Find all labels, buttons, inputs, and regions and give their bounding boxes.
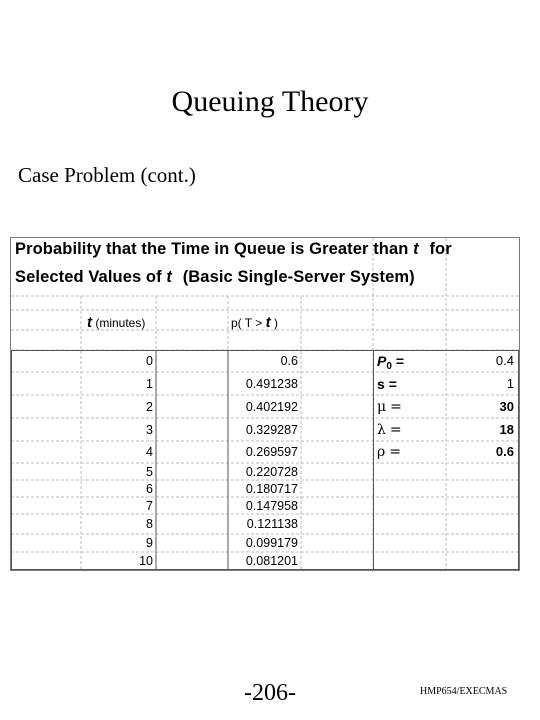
heading-line-1-text: Probability that the Time in Queue is Greater than <box>15 240 409 258</box>
column-header-probability <box>231 314 278 331</box>
cell-t-value: 3 <box>146 422 153 437</box>
parameter-symbol: ρ <box>377 444 386 460</box>
column-header-probability-label: p( T > <box>231 316 263 330</box>
cell-probability-value: 0.099179 <box>245 536 298 550</box>
column-header-t-symbol: t <box>87 314 92 331</box>
parameter-equals: = <box>388 375 397 392</box>
parameter-equals: = <box>389 421 402 438</box>
parameter-value: 0.4 <box>495 353 514 368</box>
cell-probability-value: 0.402192 <box>245 399 298 414</box>
parameter-value: 18 <box>499 421 514 437</box>
column-header-t-unit: (minutes) <box>95 316 146 330</box>
parameter-symbol: μ <box>377 398 387 415</box>
cell-probability-value: 0.6 <box>280 354 298 368</box>
page-number: -206- <box>244 680 296 706</box>
cell-t-value: 6 <box>146 481 153 496</box>
parameter-symbol: s <box>377 375 385 392</box>
parameter-label <box>377 442 401 462</box>
cell-probability-value: 0.329287 <box>245 422 298 437</box>
heading-line-2-text: Selected Values of <box>15 268 162 286</box>
cell-t-value: 5 <box>146 464 153 479</box>
slide-title: Queuing Theory <box>171 85 369 118</box>
heading-line-2-suffix: (Basic Single-Server System) <box>182 268 415 286</box>
parameter-equals: = <box>389 444 401 460</box>
cell-probability-value: 0.121138 <box>246 517 298 531</box>
slide-subtitle: Case Problem (cont.) <box>18 163 196 187</box>
cell-t-value: 0 <box>146 354 153 368</box>
cell-t-value: 10 <box>139 554 153 568</box>
parameter-label <box>377 374 397 394</box>
cell-t-value: 1 <box>146 376 153 391</box>
cell-t-value: 9 <box>146 536 153 550</box>
column-header-probability-symbol: t <box>265 314 271 331</box>
table-heading-line-1 <box>15 240 452 259</box>
column-header-probability-close: ) <box>273 316 278 330</box>
cell-probability-value: 0.491238 <box>245 376 298 391</box>
parameter-value: 1 <box>506 375 514 391</box>
parameter-value: 0.6 <box>495 444 514 459</box>
parameter-subscript: 0 <box>386 361 392 372</box>
cell-t-value: 4 <box>146 445 153 459</box>
cell-probability-value: 0.081201 <box>245 554 298 568</box>
cell-probability-value: 0.269597 <box>245 445 298 459</box>
spreadsheet-table <box>10 237 520 571</box>
parameter-label <box>377 420 402 440</box>
parameter-label <box>377 397 402 417</box>
parameter-symbol: λ <box>377 421 386 438</box>
parameter-symbol: P <box>377 353 387 369</box>
cell-probability-value: 0.147958 <box>245 498 298 513</box>
table-heading-line-2 <box>15 268 415 287</box>
parameter-value: 30 <box>499 398 514 414</box>
cell-probability-value: 0.220728 <box>245 464 298 479</box>
heading-line-1-variable: t <box>413 240 419 258</box>
heading-line-1-suffix: for <box>429 240 452 258</box>
cell-t-value: 2 <box>146 399 153 414</box>
cell-t-value: 8 <box>146 517 153 531</box>
cell-t-value: 7 <box>146 498 153 513</box>
parameter-equals: = <box>395 353 405 369</box>
parameter-equals: = <box>390 398 402 415</box>
course-code: HMP654/EXECMAS <box>420 686 508 697</box>
heading-line-2-variable: t <box>166 268 172 286</box>
column-header-t <box>87 314 145 331</box>
cell-probability-value: 0.180717 <box>245 481 298 496</box>
